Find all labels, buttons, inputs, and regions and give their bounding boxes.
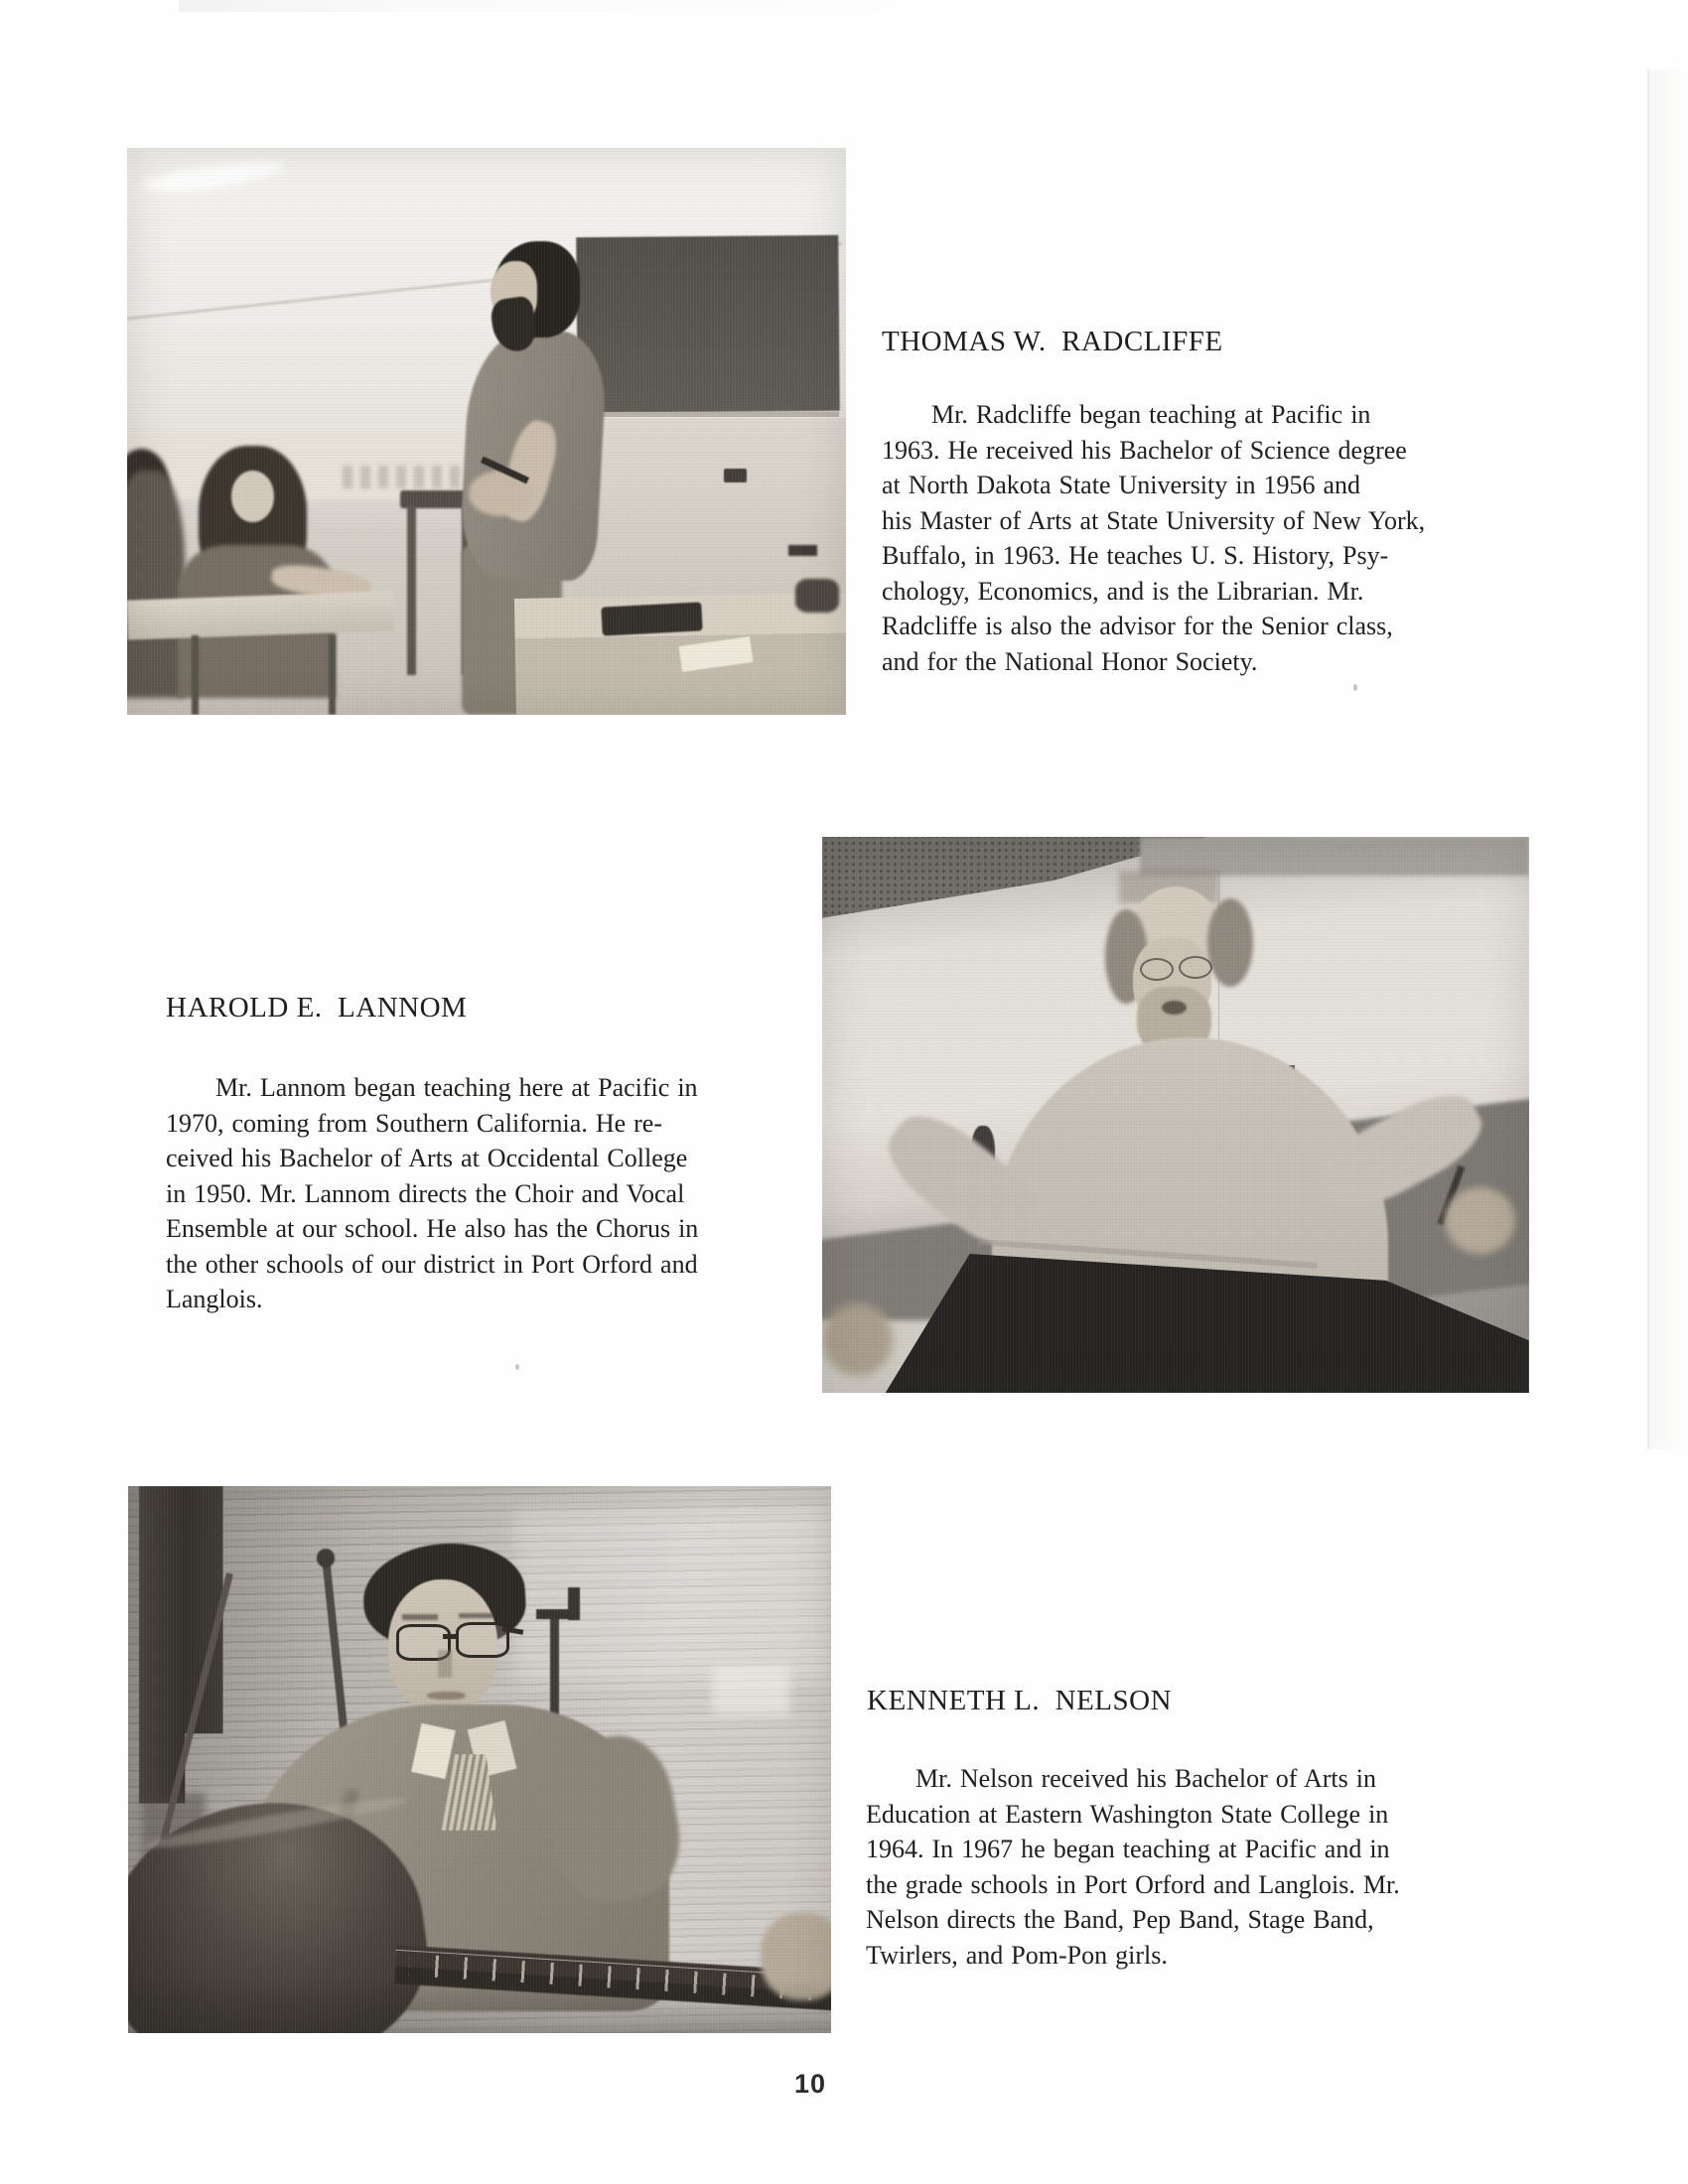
cabinet-wall	[573, 418, 846, 605]
text-line: his Master of Arts at State University of New York,	[882, 505, 1426, 535]
chalk-tray	[577, 412, 839, 417]
text-line: at North Dakota State University in 1956 and	[882, 471, 1361, 499]
text-line: chology, Economics, and is the Librarian. Mr.	[882, 576, 1364, 606]
overexposed-streak	[141, 155, 287, 198]
desk-leg	[329, 635, 336, 715]
teacher-bio-nelson	[866, 1761, 1400, 1973]
teacher-name-nelson: KENNETH L. NELSON	[867, 1685, 1173, 1716]
text-line: and for the National Honor Society.	[882, 646, 1258, 676]
text-line: Nelson directs the Band, Pep Band, Stage Band,	[866, 1905, 1374, 1934]
text-line: Radcliffe is also the advisor for the Senior class,	[882, 612, 1393, 640]
text-line: Mr. Radcliffe began teaching at Pacific in	[931, 400, 1371, 429]
lannom-conducting-photo	[822, 837, 1529, 1393]
wall-glare-right	[712, 1667, 789, 1716]
nelson-guitar-photo	[128, 1486, 831, 2033]
text-line: Mr. Lannom began teaching here at Pacific in	[215, 1073, 698, 1102]
student-desk	[127, 591, 393, 639]
text-line: ceived his Bachelor of Arts at Occidental College	[166, 1144, 688, 1172]
scan-artifact-top-strip	[179, 0, 973, 12]
distant-writing-smudge	[343, 466, 472, 488]
teacher-name-lannom: HAROLD E. LANNOM	[166, 992, 468, 1024]
text-line: Twirlers, and Pom-Pon girls.	[866, 1940, 1168, 1970]
glasses-lens-right	[1179, 956, 1212, 979]
scan-speck	[515, 1364, 519, 1370]
stand-knob	[317, 1549, 335, 1567]
wall-glare-top-right	[514, 1508, 831, 1683]
radcliffe-classroom-photo	[127, 148, 846, 715]
desk-leg	[192, 635, 199, 715]
teacher-name-radcliffe: THOMAS W. RADCLIFFE	[882, 326, 1223, 357]
wall-slot-right	[724, 469, 747, 483]
text-line: the grade schools in Port Orford and Langlois. Mr.	[866, 1869, 1400, 1899]
student-girl-face	[231, 471, 274, 521]
teacher-bio-radcliffe	[882, 397, 1425, 679]
text-line: 1964. In 1967 he began teaching at Pacific and in	[866, 1835, 1390, 1863]
text-line: Mr. Nelson received his Bachelor of Arts in	[915, 1764, 1376, 1793]
page-number: 10	[793, 2069, 827, 2099]
eyebrow-left	[402, 1614, 437, 1620]
conductor-hair-right	[1207, 898, 1253, 988]
bottom-shadow	[128, 1979, 831, 2033]
text-line: 1963. He received his Bachelor of Science degree	[882, 435, 1407, 465]
mic-stand-clamp-v	[568, 1587, 580, 1620]
text-line: 1970, coming from Southern California. He re-	[166, 1108, 662, 1138]
text-line: the other schools of our district in Port Orford and	[166, 1249, 698, 1279]
text-line: Ensemble at our school. He also has the Chorus in	[166, 1214, 699, 1243]
text-line: in 1950. Mr. Lannom directs the Choir and Vocal	[166, 1178, 685, 1208]
text-line: Buffalo, in 1963. He teaches U. S. History, Psy-	[882, 541, 1389, 570]
chalkboard	[576, 234, 840, 412]
chair-leg	[407, 505, 416, 675]
book-on-desk	[601, 602, 703, 635]
desk-object	[795, 579, 838, 613]
text-line: Education at Eastern Washington State College in	[866, 1799, 1389, 1829]
eyebrow-right	[459, 1613, 493, 1619]
conductor-mouth	[1162, 1001, 1187, 1015]
conductor-right-hand	[1445, 1187, 1515, 1254]
student-far-left-body	[127, 471, 185, 697]
nose-shadow	[438, 1650, 452, 1678]
conductor-left-hand	[822, 1303, 893, 1376]
teacher-bio-lannom	[166, 1070, 698, 1317]
text-line: Langlois.	[166, 1285, 263, 1313]
scan-speck	[1353, 684, 1357, 691]
cabinet-handle	[788, 545, 817, 556]
glasses-lens-right	[456, 1622, 509, 1659]
glasses-bridge	[443, 1634, 457, 1639]
mouth	[427, 1692, 466, 1701]
scan-artifact-right-shade	[1649, 69, 1688, 1449]
